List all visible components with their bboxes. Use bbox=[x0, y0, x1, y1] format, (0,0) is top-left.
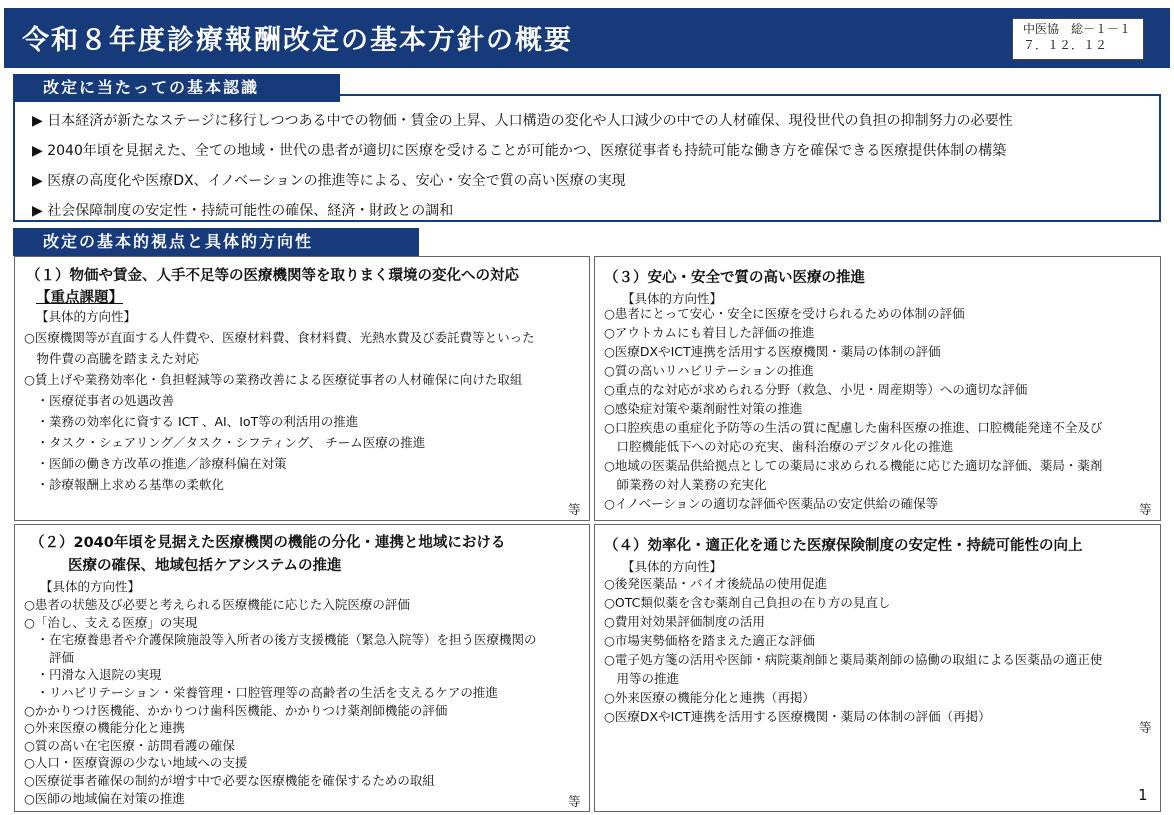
basic-recognition-label: 改定に当たっての基本認識 bbox=[13, 74, 340, 102]
list-item: ○市場実勢価格を踏まえた適正な評価 bbox=[604, 633, 815, 648]
list-item: ○口腔疾患の重症化予防等の生活の質に配慮した歯科医療の推進、口腔機能発達不全及び bbox=[604, 420, 1103, 435]
page-number: 1 bbox=[1138, 786, 1148, 804]
list-item: ○質の高いリハビリテーションの推進 bbox=[604, 363, 814, 378]
list-item: 口腔機能低下への対応の充実、歯科治療のデジタル化の推進 bbox=[604, 439, 954, 454]
list-item: 師業務の対人業務の充実化 bbox=[604, 477, 767, 492]
list-item: ○イノベーションの適切な評価や医薬品の安定供給の確保等 bbox=[604, 496, 939, 511]
panel-4-etc: 等 bbox=[1139, 720, 1152, 735]
list-item: ○医療DXやICT連携を活用する医療機関・薬局の体制の評価（再掲） bbox=[604, 709, 991, 724]
panel-1-heading: （１）物価や賃金、人手不足等の医療機関等を取りまく環境の変化への対応 bbox=[26, 268, 519, 284]
panel-1-etc: 等 bbox=[568, 502, 581, 517]
list-item: ○患者にとって安心・安全に医療を受けられるための体制の評価 bbox=[604, 306, 965, 321]
list-item: ○後発医薬品・バイオ後続品の使用促進 bbox=[604, 576, 828, 591]
list-item: 物件費の高騰を踏まえた対応 bbox=[24, 351, 200, 366]
list-item: ・タスク・シェアリング／タスク・シフティング、 チーム医療の推進 bbox=[24, 435, 426, 450]
panel-3-etc: 等 bbox=[1139, 502, 1152, 517]
list-item: ○外来医療の機能分化と連携 bbox=[24, 720, 185, 736]
list-item: ・診療報酬上求める基準の柔軟化 bbox=[24, 477, 225, 492]
panel-3-heading: （３）安心・安全で質の高い医療の推進 bbox=[604, 270, 865, 286]
list-item: ・医師の働き方改革の推進／診療科偏在対策 bbox=[24, 456, 287, 471]
list-item: ○「治し、支える医療」の実現 bbox=[24, 614, 198, 630]
list-item: ○医療機関等が直面する人件費や、医療材料費、食材料費、光熱水費及び委託費等といった bbox=[24, 330, 535, 345]
list-item: ○患者の状態及び必要と考えられる医療機能に応じた入院医療の評価 bbox=[24, 597, 410, 612]
list-item: ○感染症対策や薬剤耐性対策の推進 bbox=[604, 401, 803, 416]
list-item: ・在宅療養患者や介護保険施設等入所者の後方支援機能（緊急入院等）を担う医療機関の bbox=[24, 632, 537, 648]
document-code-line2: ７．１２．１２ bbox=[1023, 38, 1108, 52]
page-title: 令和８年度診療報酬改定の基本方針の概要 bbox=[22, 25, 573, 56]
panel-4-list bbox=[604, 574, 1102, 726]
list-item: ○人口・医療資源の少ない地域への支援 bbox=[24, 755, 248, 771]
list-item: ○OTC類似薬を含む薬剤自己負担の在り方の見直し bbox=[604, 595, 891, 610]
list-item: ○費用対効果評価制度の活用 bbox=[604, 614, 765, 629]
panel-3-subhead: 【具体的方向性】 bbox=[622, 291, 723, 306]
panel-2-etc: 等 bbox=[568, 794, 581, 809]
list-item: ○アウトカムにも着目した評価の推進 bbox=[604, 325, 815, 340]
list-item: 用等の推進 bbox=[604, 671, 680, 686]
list-item: ・リハビリテーション・栄養管理・口腔管理等の高齢者の生活を支えるケアの推進 bbox=[24, 684, 498, 700]
list-item: ○賃上げや業務効率化・負担軽減等の業務改善による医療従事者の人材確保に向けた取組 bbox=[24, 372, 523, 387]
recognition-item: ▶ 日本経済が新たなステージに移行しつつある中での物価・賃金の上昇、人口構造の変化や人口減少の中での人材確保、現役世代の負担の抑制努力の必要性 bbox=[32, 113, 1013, 129]
panel-2-list bbox=[24, 596, 537, 807]
panel-1-list bbox=[24, 327, 535, 495]
document-code-line1: 中医協 総－１－１ bbox=[1023, 22, 1132, 36]
list-item: ○医療DXやICT連携を活用する医療機関・薬局の体制の評価 bbox=[604, 344, 941, 359]
panel-2-heading-line2: 医療の確保、地域包括ケアシステムの推進 bbox=[68, 558, 342, 574]
viewpoints-label: 改定の基本的視点と具体的方向性 bbox=[13, 228, 419, 256]
document-code bbox=[1012, 18, 1144, 60]
list-item: ・業務の効率化に資する ICT 、AI、IoT等の利活用の推進 bbox=[24, 414, 359, 429]
panel-2-heading: （２）2040年頃を見据えた医療機関の機能の分化・連携と地域における bbox=[30, 535, 506, 551]
list-item: ・円滑な入退院の実現 bbox=[24, 667, 162, 683]
recognition-item: ▶ 社会保障制度の安定性・持続可能性の確保、経済・財政との調和 bbox=[32, 203, 454, 219]
list-item: ○重点的な対応が求められる分野（救急、小児・周産期等）への適切な評価 bbox=[604, 382, 1028, 397]
panel-1-priority: 【重点課題】 bbox=[36, 290, 123, 306]
list-item: ○かかりつけ医機能、かかりつけ歯科医機能、かかりつけ薬剤師機能の評価 bbox=[24, 702, 448, 718]
list-item: ・医療従事者の処遇改善 bbox=[24, 393, 175, 408]
recognition-item: ▶ 2040年頃を見据えた、全ての地域・世代の患者が適切に医療を受けることが可能かつ、医療従事者も持続可能な働き方を確保できる医療提供体制の構築 bbox=[32, 143, 1007, 159]
panel-2-subhead: 【具体的方向性】 bbox=[40, 579, 141, 594]
panel-3-list bbox=[604, 304, 1102, 513]
panel-1-subhead: 【具体的方向性】 bbox=[36, 309, 137, 324]
list-item: ○質の高い在宅医療・訪問看護の確保 bbox=[24, 737, 235, 753]
panel-4-heading: （４）効率化・適正化を通じた医療保険制度の安定性・持続可能性の向上 bbox=[604, 538, 1083, 554]
list-item: ○医師の地域偏在対策の推進 bbox=[24, 790, 185, 806]
list-item: ○地域の医薬品供給拠点としての薬局に求められる機能に応じた適切な評価、薬局・薬剤 bbox=[604, 458, 1103, 473]
list-item: ○電子処方箋の活用や医師・病院薬剤師と薬局薬剤師の協働の取組による医薬品の適正使 bbox=[604, 652, 1103, 667]
recognition-item: ▶ 医療の高度化や医療DX、イノベーションの推進等による、安心・安全で質の高い医療の実現 bbox=[32, 173, 626, 189]
list-item: ○外来医療の機能分化と連携（再掲） bbox=[604, 690, 815, 705]
list-item: 評価 bbox=[24, 649, 75, 665]
panel-4-subhead: 【具体的方向性】 bbox=[622, 559, 723, 574]
list-item: ○医療従事者確保の制約が増す中で必要な医療機能を確保するための取組 bbox=[24, 772, 435, 788]
